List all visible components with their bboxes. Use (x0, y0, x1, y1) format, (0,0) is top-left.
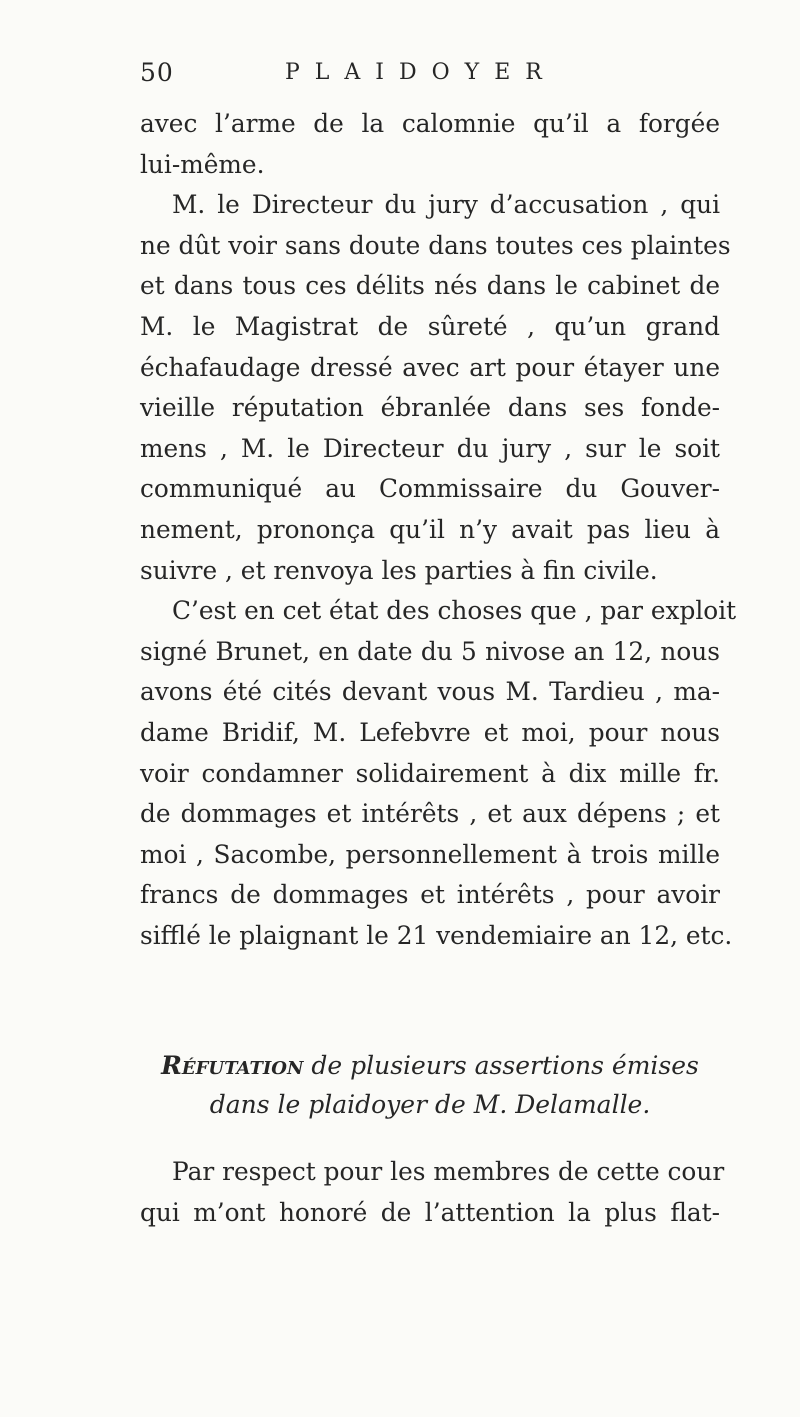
text-line: de dommages et intérêts , et aux dépens ; et (140, 799, 720, 829)
section-heading-smallcaps: Réfutation (161, 1051, 304, 1080)
text-line: vieille réputation ébranlée dans ses fonde- (140, 393, 720, 423)
section-heading-rest: de plusieurs assertions émises (303, 1051, 699, 1080)
paragraph-3 (140, 591, 737, 956)
section-heading (140, 1046, 720, 1124)
page-header (140, 58, 700, 98)
text-line: M. le Magistrat de sûreté , qu’un grand (140, 311, 720, 341)
text-line: ne dût voir sans doute dans toutes ces plaintes (140, 230, 731, 260)
text-line: avec l’arme de la calomnie qu’il a forgée (140, 109, 720, 138)
text-line: voir condamner solidairement à dix mille fr. (140, 758, 720, 788)
section-heading-line-1 (140, 1046, 720, 1085)
paragraph-2 (140, 185, 731, 591)
text-line: dame Bridif, M. Lefebvre et moi, pour nous (140, 717, 720, 747)
section-heading-line-2: dans le plaidoyer de M. Delamalle. (209, 1090, 651, 1119)
text-line: moi , Sacombe, personnellement à trois mille (140, 839, 720, 869)
paragraph-1 (140, 104, 720, 185)
text-line: nement, prononça qu’il n’y avait pas lieu à (140, 514, 720, 544)
text-line: échafaudage dressé avec art pour étayer une (140, 352, 720, 382)
running-head: PLAIDOYER (285, 60, 557, 85)
text-line: francs de dommages et intérêts , pour avoir (140, 880, 720, 910)
text-line: avons été cités devant vous M. Tardieu , ma- (140, 677, 720, 707)
text-line: communiqué au Commissaire du Gouver- (140, 474, 720, 504)
text-line: mens , M. le Directeur du jury , sur le soit (140, 433, 720, 463)
page-number: 50 (140, 58, 174, 87)
tail-paragraph (140, 1152, 725, 1233)
text-line: lui-même. (140, 149, 265, 179)
text-line: suivre , et renvoya les parties à fin civile. (140, 555, 658, 585)
text-line: C’est en cet état des choses que , par exploit (172, 596, 737, 626)
text-line: et dans tous ces délits nés dans le cabinet de (140, 271, 720, 301)
text-line: M. le Directeur du jury d’accusation , qui (172, 190, 720, 220)
text-line: qui m’ont honoré de l’attention la plus flat- (140, 1197, 720, 1227)
text-line: sifflé le plaignant le 21 vendemiaire an 12, etc. (140, 920, 733, 950)
text-line: Par respect pour les membres de cette cour (172, 1157, 725, 1186)
body-text (140, 104, 737, 956)
text-line: signé Brunet, en date du 5 nivose an 12, nous (140, 636, 720, 666)
